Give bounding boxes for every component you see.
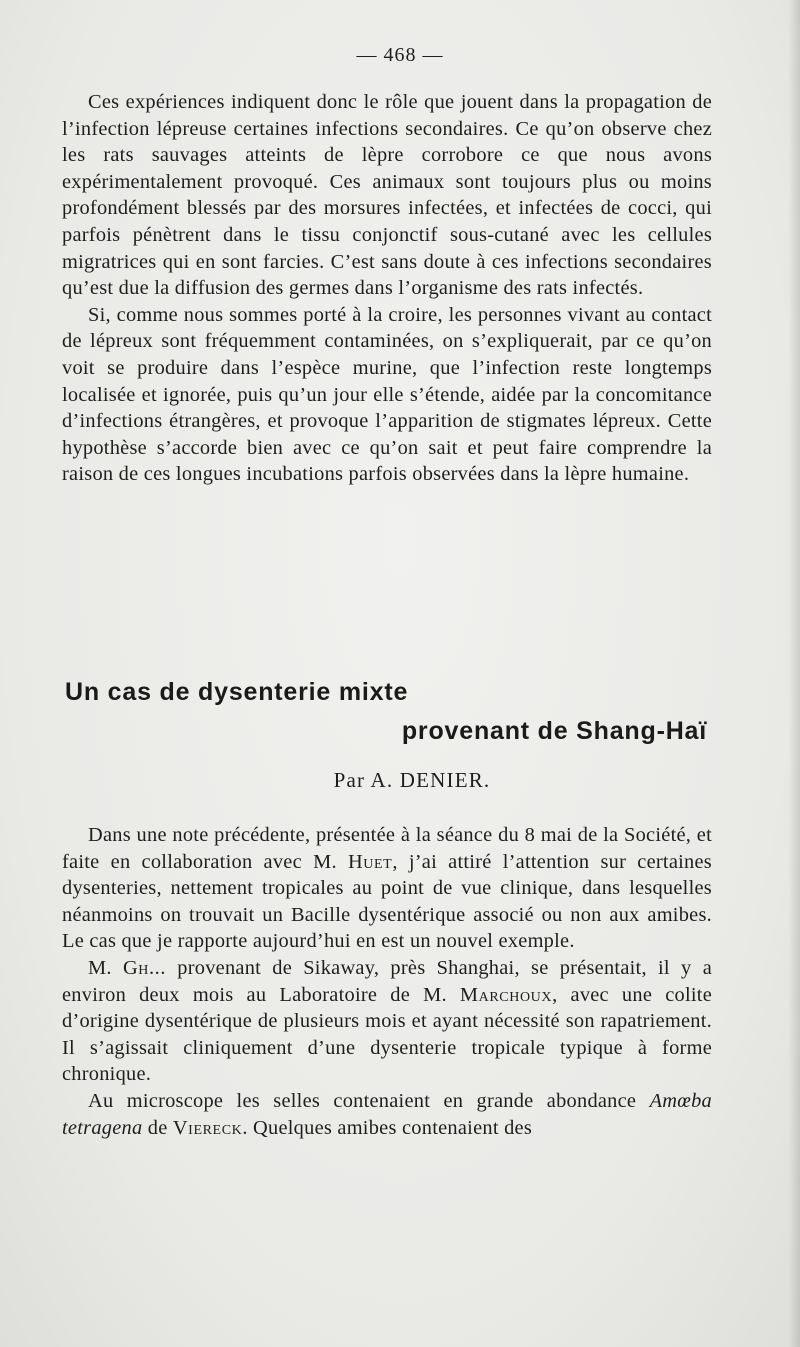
text-run: provenant de Sikaway, près Shanghai, se présentait, il y a environ deux mois au Laboratoire de M. (62, 956, 712, 1006)
text-run: de (142, 1116, 173, 1139)
article-paragraph-2 (62, 955, 712, 1088)
paragraph-hypothesis: Si, comme nous sommes porté à la croire, les personnes vivant au contact de lépreux sont fréquemment contaminées, on s’expliquerait, par ce qu’on voit se produire dans l’espèce murine, que l’infection reste longtemps localisée et ignorée, puis qu’un jour elle s’étende, aidée par la concomitance d’infections étrangères, et provoque l’apparition de stigmates lépreux. Cette hypothèse s’accorde bien avec ce qu’on sait et peut faire comprendre la raison de ces longues incubations parfois observées dans la lèpre humaine. (62, 303, 712, 486)
author-name-marchoux: Marchoux (459, 983, 553, 1006)
text-run: , j’ai attiré l’attention sur certaines dysenteries, nettement tropicales au point de vue clinique, dans lesquelles néanmoins on trouvait un Bacille dysentérique associé ou non aux amibes. Le cas que je rapporte aujourd’hui en est un nouvel exemple. (62, 850, 712, 953)
text-run: . Quelques amibes contenaient des (242, 1116, 533, 1139)
article-title-line1: Un cas de dysenterie mixte (65, 678, 409, 706)
article-paragraph-3 (62, 1088, 712, 1141)
article-title-line2: provenant de Shang-Haï (401, 717, 707, 745)
species-name: Amœba tetragena (62, 1089, 712, 1139)
paragraph-experiences: Ces expériences indiquent donc le rôle que jouent dans la propagation de l’infection lépreuse certaines infections secondaires. Ce qu’on observe chez les rats sauvages atteints de lèpre corrobore ce que nous avons expérimentalement provoqué. Ces animaux sont toujours plus ou moins profondément blessés par des morsures infectées, et infectées de cocci, qui parfois pénètrent dans le tissu conjonctif sous-cutané avec les cellules migratrices qui en sont farcies. C’est sans doute à ces infections secondaires qu’est due la diffusion des germes dans l’organisme des rats infectés. (62, 91, 712, 300)
article-byline: Par A. DENIER. (333, 768, 491, 792)
page-number: — 468 — (356, 44, 444, 66)
top-section (62, 89, 712, 488)
text-run: Dans une note précédente, présentée à la séance du 8 mai de la Société, et faite en collaboration avec M. (62, 824, 712, 873)
page-edge-shadow (788, 0, 800, 1347)
text-run: Au microscope les selles contenaient en grande abondance (88, 1089, 650, 1112)
article-paragraph-1 (62, 822, 712, 955)
author-name-viereck: Viereck (172, 1116, 243, 1139)
text-run: , avec une colite d’origine dysentérique de plusieurs mois et ayant nécessité son rapatriement. Il s’agissait cliniquement d’une dysenterie tropicale typique à forme chronique. (62, 983, 712, 1086)
author-name-huet: Huet (347, 850, 393, 873)
patient-name: Gh... (122, 956, 167, 979)
article-body (62, 822, 712, 1141)
text-run: M. (88, 956, 123, 979)
